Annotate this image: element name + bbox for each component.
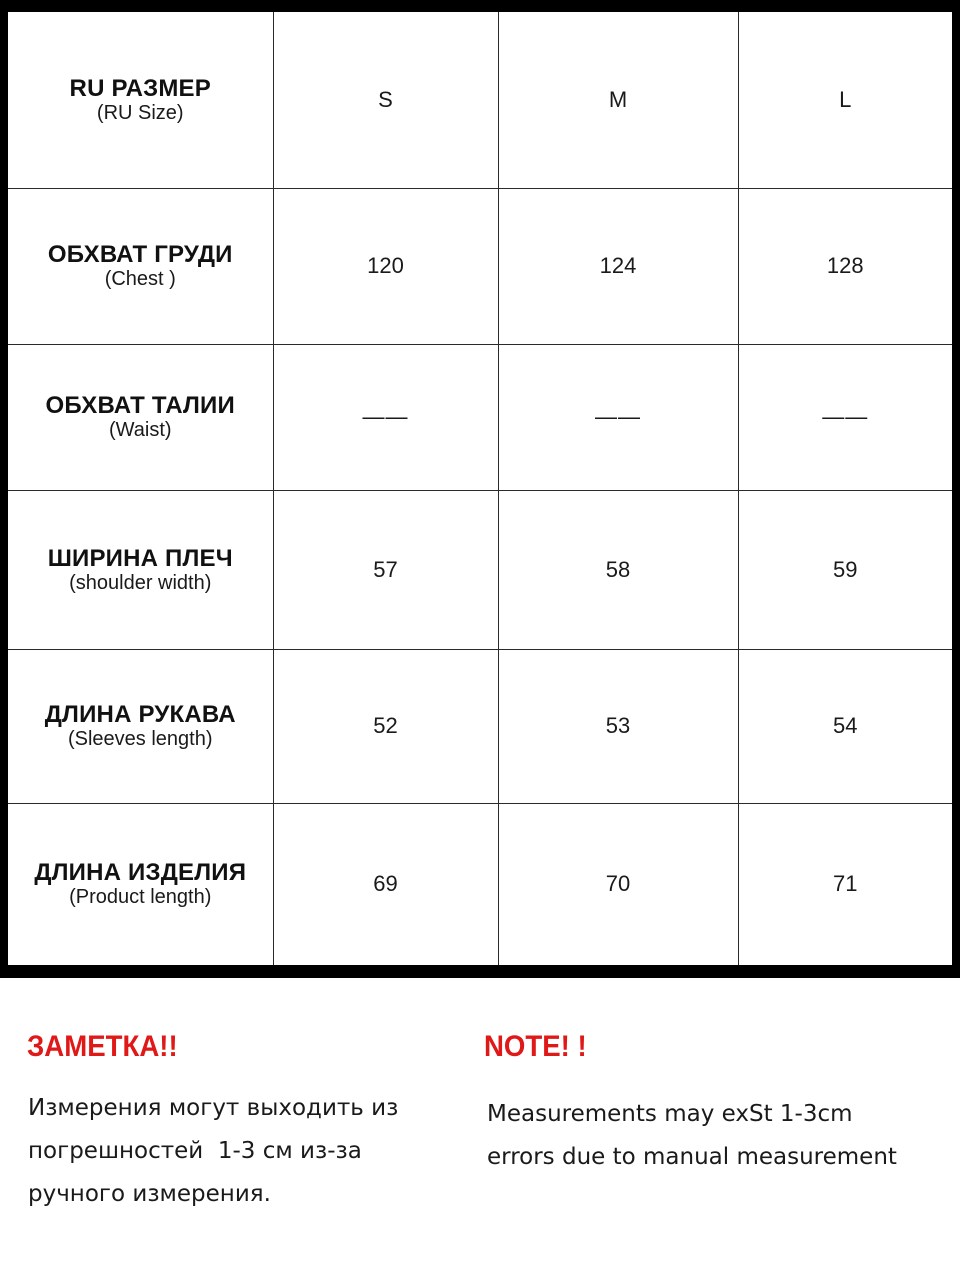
row-subtitle: (Chest ): [104, 268, 176, 290]
size-cell: [738, 12, 952, 188]
row-header-cell: [8, 649, 273, 803]
value-cell: [738, 490, 952, 649]
note-title-ru: ЗАМЕТКА!!: [27, 1030, 178, 1063]
chest-m: 124: [599, 253, 637, 278]
row-header-cell: [8, 188, 273, 344]
table-row-size: [8, 12, 952, 188]
row-subtitle: (Waist): [108, 419, 172, 441]
note-line: Измерения могут выходить из: [28, 1095, 399, 1121]
waist-m: ——: [595, 404, 641, 429]
value-cell: [738, 344, 952, 490]
note-line: ручного измерения.: [28, 1181, 271, 1207]
value-cell: [273, 803, 498, 965]
note-title-en: NOTE! !: [484, 1030, 587, 1063]
size-s: S: [378, 86, 393, 112]
table-row-waist: [8, 344, 952, 490]
length-s: 69: [373, 871, 398, 897]
shoulder-l: 59: [833, 556, 858, 582]
size-cell: [498, 12, 738, 188]
shoulder-s: 57: [373, 556, 398, 582]
row-title: ШИРИНА ПЛЕЧ: [47, 544, 233, 572]
table-row-chest: [8, 188, 952, 344]
sleeves-l: 54: [833, 713, 858, 738]
row-title: ДЛИНА РУКАВА: [44, 701, 236, 728]
note-text-ru: [28, 1087, 458, 1216]
waist-s: ——: [362, 404, 409, 429]
note-text-en: [487, 1093, 947, 1179]
sleeves-s: 52: [373, 713, 398, 738]
row-subtitle: (shoulder width): [69, 571, 212, 594]
row-title: ОБХВАТ ТАЛИИ: [45, 392, 235, 419]
row-title: ДЛИНА ИЗДЕЛИЯ: [34, 859, 247, 887]
value-cell: [738, 188, 952, 344]
value-cell: [273, 188, 498, 344]
row-header-cell: [8, 803, 273, 965]
row-header-cell: [8, 344, 273, 490]
row-subtitle: (RU Size): [96, 101, 184, 124]
value-cell: [273, 649, 498, 803]
row-subtitle: (Sleeves length): [67, 728, 213, 750]
row-header-cell: [8, 490, 273, 649]
row-title: RU РАЗМЕР: [69, 74, 211, 102]
value-cell: [738, 803, 952, 965]
waist-l: ——: [822, 404, 869, 429]
size-m: M: [608, 86, 628, 112]
length-l: 71: [833, 871, 858, 897]
value-cell: [498, 649, 738, 803]
value-cell: [738, 649, 952, 803]
size-chart-table: [8, 12, 952, 965]
table-row-length: [8, 803, 952, 965]
value-cell: [498, 490, 738, 649]
chest-l: 128: [826, 253, 864, 278]
shoulder-m: 58: [605, 556, 631, 582]
value-cell: [498, 803, 738, 965]
value-cell: [273, 490, 498, 649]
length-m: 70: [605, 871, 631, 897]
chest-s: 120: [367, 253, 404, 278]
value-cell: [498, 344, 738, 490]
value-cell: [498, 188, 738, 344]
note-line: errors due to manual measurement: [487, 1144, 897, 1170]
row-header-cell: [8, 12, 273, 188]
sleeves-m: 53: [605, 713, 631, 738]
row-subtitle: (Product length): [69, 886, 212, 909]
size-l: L: [839, 86, 852, 112]
table-row-sleeves: [8, 649, 952, 803]
row-title: ОБХВАТ ГРУДИ: [47, 241, 233, 268]
table-row-shoulder: [8, 490, 952, 649]
value-cell: [273, 344, 498, 490]
size-cell: [273, 12, 498, 188]
note-line: погрешностей 1-3 см из-за: [28, 1138, 362, 1164]
note-line: Measurements may exSt 1-3cm: [487, 1101, 853, 1127]
